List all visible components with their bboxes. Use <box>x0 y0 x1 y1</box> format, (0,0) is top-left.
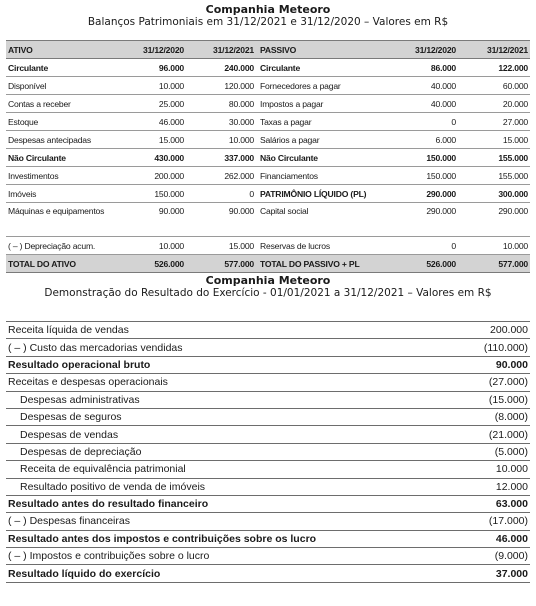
cell-amount: 37.000 <box>446 565 530 582</box>
header-ativo: ATIVO <box>6 41 116 59</box>
cell-passivo-2021: 155.000 <box>458 149 530 167</box>
cell-amount: (17.000) <box>446 513 530 530</box>
cell-ativo-2020: 526.000 <box>116 255 186 273</box>
table-row <box>6 237 530 255</box>
cell-passivo-2021: 15.000 <box>458 131 530 149</box>
cell-line-item: Resultado operacional bruto <box>6 356 446 373</box>
cell-amount: (110.000) <box>446 339 530 356</box>
cell-passivo-label: Capital social <box>256 203 386 237</box>
table-row <box>6 391 530 408</box>
cell-passivo-2020: 290.000 <box>386 203 458 237</box>
cell-passivo-2020: 6.000 <box>386 131 458 149</box>
cell-passivo-label: Circulante <box>256 59 386 77</box>
cell-passivo-2021: 20.000 <box>458 95 530 113</box>
cell-amount: (27.000) <box>446 374 530 391</box>
cell-ativo-2020: 90.000 <box>116 203 186 237</box>
cell-passivo-2020: 0 <box>386 237 458 255</box>
cell-line-item: ( – ) Impostos e contribuições sobre o lucro <box>6 548 446 565</box>
table-row <box>6 443 530 460</box>
cell-passivo-2020: 150.000 <box>386 149 458 167</box>
cell-amount: 200.000 <box>446 322 530 339</box>
header-ativo-2020: 31/12/2020 <box>116 41 186 59</box>
balance-sheet-table <box>6 40 530 273</box>
cell-passivo-2020: 40.000 <box>386 95 458 113</box>
table-row <box>6 408 530 425</box>
balance-sheet-header <box>0 3 536 29</box>
cell-ativo-label: Contas a receber <box>6 95 116 113</box>
cell-line-item: Receitas e despesas operacionais <box>6 374 446 391</box>
cell-ativo-2020: 10.000 <box>116 77 186 95</box>
cell-line-item: Despesas administrativas <box>6 391 446 408</box>
cell-line-item: ( – ) Custo das mercadorias vendidas <box>6 339 446 356</box>
table-row <box>6 149 530 167</box>
table-row <box>6 374 530 391</box>
table-row <box>6 95 530 113</box>
cell-ativo-2020: 150.000 <box>116 185 186 203</box>
cell-passivo-2021: 27.000 <box>458 113 530 131</box>
cell-passivo-2021: 60.000 <box>458 77 530 95</box>
cell-ativo-label: Despesas antecipadas <box>6 131 116 149</box>
cell-passivo-label: Reservas de lucros <box>256 237 386 255</box>
cell-passivo-label: PATRIMÔNIO LÍQUIDO (PL) <box>256 185 386 203</box>
table-row <box>6 59 530 77</box>
cell-ativo-2021: 120.000 <box>186 77 256 95</box>
cell-line-item: Receita líquida de vendas <box>6 322 446 339</box>
balance-sheet-company: Companhia Meteoro <box>205 3 331 16</box>
cell-passivo-2020: 86.000 <box>386 59 458 77</box>
cell-passivo-2021: 577.000 <box>458 255 530 273</box>
cell-passivo-2020: 0 <box>386 113 458 131</box>
cell-passivo-2021: 122.000 <box>458 59 530 77</box>
cell-ativo-2020: 200.000 <box>116 167 186 185</box>
income-statement-company: Companhia Meteoro <box>205 274 331 287</box>
cell-ativo-label: Máquinas e equipamentos <box>6 203 116 237</box>
cell-line-item: ( – ) Despesas financeiras <box>6 513 446 530</box>
balance-sheet-header-row <box>6 41 530 59</box>
cell-passivo-label: Taxas a pagar <box>256 113 386 131</box>
cell-amount: (15.000) <box>446 391 530 408</box>
income-statement-subtitle: Demonstração do Resultado do Exercício - 01/01/2021 a 31/12/2021 – Valores em R$ <box>44 287 492 299</box>
cell-ativo-label: Circulante <box>6 59 116 77</box>
table-row <box>6 548 530 565</box>
cell-amount: 46.000 <box>446 530 530 547</box>
cell-amount: 90.000 <box>446 356 530 373</box>
cell-ativo-2021: 80.000 <box>186 95 256 113</box>
cell-ativo-label: ( – ) Depreciação acum. <box>6 237 116 255</box>
cell-ativo-2020: 96.000 <box>116 59 186 77</box>
header-passivo: PASSIVO <box>256 41 386 59</box>
cell-ativo-label: Estoque <box>6 113 116 131</box>
cell-passivo-2020: 40.000 <box>386 77 458 95</box>
table-row <box>6 461 530 478</box>
table-row <box>6 167 530 185</box>
table-row <box>6 203 530 237</box>
cell-passivo-label: Salários a pagar <box>256 131 386 149</box>
cell-ativo-2020: 25.000 <box>116 95 186 113</box>
cell-amount: 10.000 <box>446 461 530 478</box>
cell-ativo-2021: 0 <box>186 185 256 203</box>
cell-ativo-label: Disponível <box>6 77 116 95</box>
cell-amount: (21.000) <box>446 426 530 443</box>
table-row <box>6 339 530 356</box>
table-row <box>6 255 530 273</box>
cell-ativo-label: Não Circulante <box>6 149 116 167</box>
cell-passivo-2021: 155.000 <box>458 167 530 185</box>
header-passivo-2021: 31/12/2021 <box>458 41 530 59</box>
cell-passivo-label: Impostos a pagar <box>256 95 386 113</box>
cell-ativo-2021: 337.000 <box>186 149 256 167</box>
cell-passivo-2021: 10.000 <box>458 237 530 255</box>
table-row <box>6 356 530 373</box>
cell-passivo-2020: 526.000 <box>386 255 458 273</box>
cell-passivo-2021: 300.000 <box>458 185 530 203</box>
cell-passivo-label: Não Circulante <box>256 149 386 167</box>
income-statement-header <box>0 274 536 300</box>
cell-amount: (8.000) <box>446 408 530 425</box>
cell-line-item: Despesas de seguros <box>6 408 446 425</box>
table-row <box>6 113 530 131</box>
cell-ativo-2021: 90.000 <box>186 203 256 237</box>
header-ativo-2021: 31/12/2021 <box>186 41 256 59</box>
cell-ativo-2021: 10.000 <box>186 131 256 149</box>
cell-amount: 12.000 <box>446 478 530 495</box>
cell-ativo-2021: 240.000 <box>186 59 256 77</box>
cell-ativo-2021: 15.000 <box>186 237 256 255</box>
cell-ativo-2021: 30.000 <box>186 113 256 131</box>
cell-ativo-2021: 262.000 <box>186 167 256 185</box>
table-row <box>6 495 530 512</box>
cell-amount: (5.000) <box>446 443 530 460</box>
cell-amount: (9.000) <box>446 548 530 565</box>
balance-sheet-subtitle: Balanços Patrimoniais em 31/12/2021 e 31/12/2020 – Valores em R$ <box>87 16 449 28</box>
cell-line-item: Resultado positivo de venda de imóveis <box>6 478 446 495</box>
table-row <box>6 513 530 530</box>
cell-ativo-label: Investimentos <box>6 167 116 185</box>
cell-amount: 63.000 <box>446 495 530 512</box>
cell-ativo-label: TOTAL DO ATIVO <box>6 255 116 273</box>
cell-line-item: Resultado antes dos impostos e contribuições sobre os lucro <box>6 530 446 547</box>
cell-ativo-2020: 430.000 <box>116 149 186 167</box>
cell-line-item: Despesas de vendas <box>6 426 446 443</box>
table-row <box>6 131 530 149</box>
table-row <box>6 565 530 582</box>
table-row <box>6 185 530 203</box>
cell-passivo-label: TOTAL DO PASSIVO + PL <box>256 255 386 273</box>
cell-line-item: Resultado antes do resultado financeiro <box>6 495 446 512</box>
table-row <box>6 77 530 95</box>
table-row <box>6 530 530 547</box>
cell-line-item: Despesas de depreciação <box>6 443 446 460</box>
cell-ativo-label: Imóveis <box>6 185 116 203</box>
cell-ativo-2020: 15.000 <box>116 131 186 149</box>
income-statement-table <box>6 321 530 583</box>
cell-passivo-label: Financiamentos <box>256 167 386 185</box>
cell-passivo-2020: 290.000 <box>386 185 458 203</box>
header-passivo-2020: 31/12/2020 <box>386 41 458 59</box>
cell-ativo-2020: 46.000 <box>116 113 186 131</box>
cell-line-item: Resultado líquido do exercício <box>6 565 446 582</box>
cell-passivo-2021: 290.000 <box>458 203 530 237</box>
table-row <box>6 426 530 443</box>
cell-ativo-2021: 577.000 <box>186 255 256 273</box>
cell-ativo-2020: 10.000 <box>116 237 186 255</box>
table-row <box>6 478 530 495</box>
cell-passivo-2020: 150.000 <box>386 167 458 185</box>
table-row <box>6 322 530 339</box>
cell-passivo-label: Fornecedores a pagar <box>256 77 386 95</box>
cell-line-item: Receita de equivalência patrimonial <box>6 461 446 478</box>
